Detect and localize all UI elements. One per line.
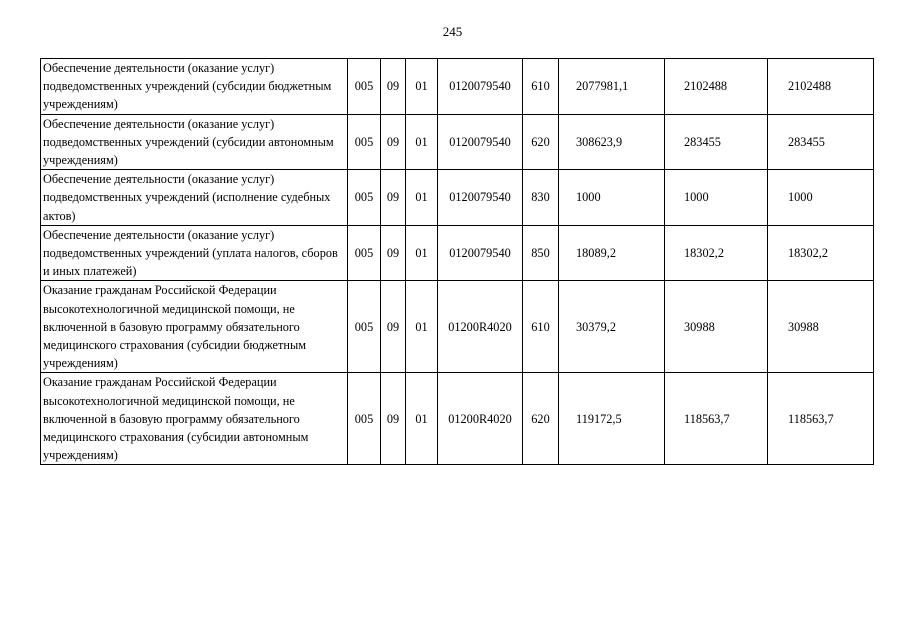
subsection-code-cell: 01 <box>406 373 438 465</box>
target-article-cell: 01200R4020 <box>438 373 523 465</box>
section-code-cell: 09 <box>381 373 406 465</box>
row-name-cell: Обеспечение деятельности (оказание услуг) подведомственных учреждений (исполнение судебных актов) <box>41 170 348 226</box>
section-code-cell: 09 <box>381 225 406 281</box>
amount-2-cell: 30988 <box>665 281 768 373</box>
amount-2-cell: 283455 <box>665 114 768 170</box>
amount-3-cell: 283455 <box>768 114 874 170</box>
target-article-cell: 0120079540 <box>438 170 523 226</box>
amount-3-cell: 1000 <box>768 170 874 226</box>
section-code-cell: 09 <box>381 170 406 226</box>
amount-2-cell: 2102488 <box>665 59 768 115</box>
row-name-cell: Оказание гражданам Российской Федерации высокотехнологичной медицинской помощи, не включенной в базовую программу обязательного медицинского страхования (субсидии автономным учреждениям) <box>41 373 348 465</box>
subsection-code-cell: 01 <box>406 59 438 115</box>
table-row <box>41 225 874 281</box>
amount-3-cell: 18302,2 <box>768 225 874 281</box>
amount-1-cell: 30379,2 <box>559 281 665 373</box>
target-article-cell: 0120079540 <box>438 225 523 281</box>
section-code-cell: 09 <box>381 281 406 373</box>
ministry-code-cell: 005 <box>348 59 381 115</box>
amount-3-cell: 118563,7 <box>768 373 874 465</box>
subsection-code-cell: 01 <box>406 170 438 226</box>
ministry-code-cell: 005 <box>348 114 381 170</box>
row-name-cell: Обеспечение деятельности (оказание услуг) подведомственных учреждений (субсидии бюджетным учреждениям) <box>41 59 348 115</box>
amount-1-cell: 18089,2 <box>559 225 665 281</box>
expense-type-cell: 850 <box>523 225 559 281</box>
table-row <box>41 281 874 373</box>
subsection-code-cell: 01 <box>406 225 438 281</box>
amount-2-cell: 18302,2 <box>665 225 768 281</box>
amount-1-cell: 119172,5 <box>559 373 665 465</box>
budget-table <box>40 58 874 465</box>
amount-3-cell: 2102488 <box>768 59 874 115</box>
row-name-cell: Обеспечение деятельности (оказание услуг) подведомственных учреждений (субсидии автономным учреждениям) <box>41 114 348 170</box>
target-article-cell: 0120079540 <box>438 59 523 115</box>
page-number: 245 <box>442 24 463 39</box>
amount-1-cell: 1000 <box>559 170 665 226</box>
expense-type-cell: 620 <box>523 373 559 465</box>
table-row <box>41 373 874 465</box>
table-row <box>41 170 874 226</box>
expense-type-cell: 610 <box>523 281 559 373</box>
ministry-code-cell: 005 <box>348 281 381 373</box>
expense-type-cell: 610 <box>523 59 559 115</box>
ministry-code-cell: 005 <box>348 373 381 465</box>
subsection-code-cell: 01 <box>406 114 438 170</box>
row-name-cell: Обеспечение деятельности (оказание услуг) подведомственных учреждений (уплата налогов, сборов и иных платежей) <box>41 225 348 281</box>
expense-type-cell: 620 <box>523 114 559 170</box>
table-row <box>41 59 874 115</box>
ministry-code-cell: 005 <box>348 225 381 281</box>
row-name-cell: Оказание гражданам Российской Федерации высокотехнологичной медицинской помощи, не включенной в базовую программу обязательного медицинского страхования (субсидии бюджетным учреждениям) <box>41 281 348 373</box>
amount-2-cell: 118563,7 <box>665 373 768 465</box>
ministry-code-cell: 005 <box>348 170 381 226</box>
amount-1-cell: 308623,9 <box>559 114 665 170</box>
subsection-code-cell: 01 <box>406 281 438 373</box>
expense-type-cell: 830 <box>523 170 559 226</box>
amount-3-cell: 30988 <box>768 281 874 373</box>
section-code-cell: 09 <box>381 59 406 115</box>
table-row <box>41 114 874 170</box>
amount-2-cell: 1000 <box>665 170 768 226</box>
amount-1-cell: 2077981,1 <box>559 59 665 115</box>
target-article-cell: 01200R4020 <box>438 281 523 373</box>
target-article-cell: 0120079540 <box>438 114 523 170</box>
section-code-cell: 09 <box>381 114 406 170</box>
